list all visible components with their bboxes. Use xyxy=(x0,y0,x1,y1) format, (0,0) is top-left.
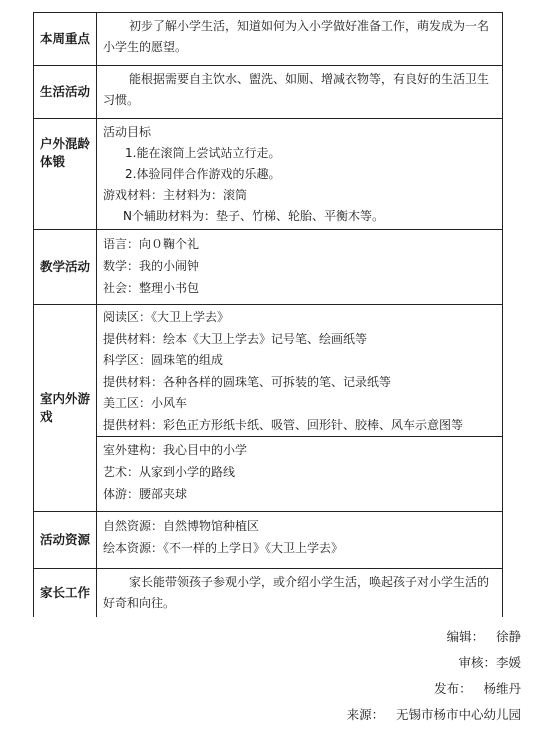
line: 阅读区：《大卫上学去》 xyxy=(103,310,230,324)
line: 自然资源：自然博物馆种植区 xyxy=(103,519,260,533)
outdoor-section xyxy=(97,436,502,505)
row-content xyxy=(97,305,502,511)
line: 绘本资源：《不一样的上学日》《大卫上学去》 xyxy=(103,541,344,555)
indoor-section xyxy=(103,307,496,436)
row-label: 户外混龄体锻 xyxy=(34,119,97,229)
line: 美工区：小风车 xyxy=(103,396,188,410)
line: 2.体验同伴合作游戏的乐趣。 xyxy=(125,167,281,181)
line: 提供材料：绘本《大卫上学去》记号笔、绘画纸等 xyxy=(103,331,368,346)
row-games xyxy=(34,304,502,511)
line: 室外建构：我心目中的小学 xyxy=(103,443,248,457)
line: 社会：整理小书包 xyxy=(103,281,200,295)
line: 1.能在滚筒上尝试站立行走。 xyxy=(125,146,281,160)
row-text: 能根据需要自主饮水、盥洗、如厕、增减衣物等，有良好的生活卫生习惯。 xyxy=(103,72,490,107)
row-outdoor-exercise xyxy=(34,118,502,229)
row-label: 家长工作 xyxy=(34,569,97,617)
row-label: 生活活动 xyxy=(34,66,97,118)
publisher-credit: 发布： 杨维丹 xyxy=(434,681,521,696)
line: 活动目标 xyxy=(103,125,152,139)
row-label: 活动资源 xyxy=(34,512,97,568)
row-content xyxy=(97,230,502,304)
row-label: 本周重点 xyxy=(34,13,97,65)
row-teaching xyxy=(34,229,502,304)
line: 数学：我的小闹钟 xyxy=(103,259,200,273)
line: N个辅助材料为：垫子、竹梯、轮胎、平衡木等。 xyxy=(123,209,384,223)
row-weekly-focus xyxy=(34,12,502,65)
editor-credit: 编辑： 徐静 xyxy=(446,629,521,644)
row-label: 室内外游戏 xyxy=(34,305,97,511)
row-resources xyxy=(34,511,502,568)
line: 提供材料：各种各样的圆珠笔、可拆装的笔、记录纸等 xyxy=(103,374,392,389)
row-text: 家长能带领孩子参观小学，或介绍小学生活，唤起孩子对小学生活的好奇和向往。 xyxy=(103,575,490,610)
row-content xyxy=(97,119,502,229)
row-label: 教学活动 xyxy=(34,230,97,304)
row-parents xyxy=(34,568,502,617)
line: 语言：向０鞠个礼 xyxy=(103,237,200,251)
line: 科学区：圆珠笔的组成 xyxy=(103,353,224,367)
source-credit: 来源： 无锡市杨市中心幼儿园 xyxy=(346,707,521,722)
line: 艺术：从家到小学的路线 xyxy=(103,465,236,479)
row-text: 初步了解小学生活，知道如何为入小学做好准备工作，萌发成为一名小学生的愿望。 xyxy=(103,19,490,54)
row-content xyxy=(97,512,502,568)
weekly-plan-table xyxy=(33,12,503,617)
line: 游戏材料：主材料为：滚筒 xyxy=(103,188,248,202)
reviewer-credit: 审核：李媛 xyxy=(458,655,521,670)
row-daily-life xyxy=(34,65,502,118)
line: 提供材料：彩色正方形纸卡纸、吸管、回形针、胶棒、风车示意图等 xyxy=(103,417,464,432)
credits xyxy=(347,624,521,728)
line: 体游：腰部夹球 xyxy=(103,487,188,501)
